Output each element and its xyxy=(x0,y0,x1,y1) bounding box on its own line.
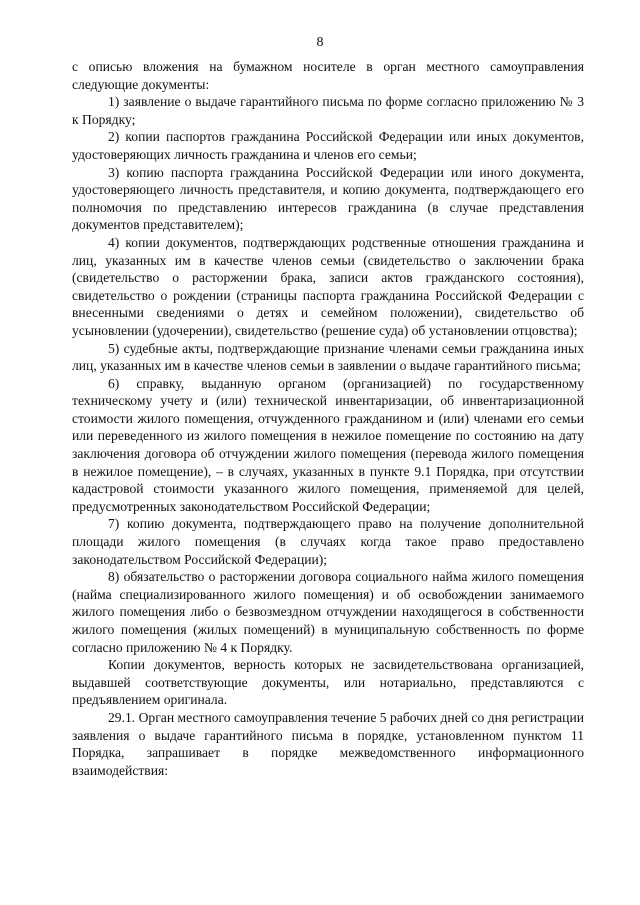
page-number: 8 xyxy=(316,35,324,50)
paragraph-continuation: с описью вложения на бумажном носителе в орган местного самоуправления следующие документы: xyxy=(72,59,584,92)
document-body xyxy=(72,58,584,779)
list-item-6-inventory-certificate: 6) справку, выданную органом (организацией) по государственному техническому учету и (или) технической инвентаризации, об инвентаризационной стоимости жилого помещения, отчужденного гражданином и (или) членами его семьи или переведенного из жилого помещения в нежилое помещение по состоянию на дату заключения договора об отчуждении жилого помещения (перевода жилого помещения в нежилое помещение), – в случаях, указанных в пункте 9.1 Порядка, при отсутствии кадастровой стоимости указанного жилого помещения, применяемой для целей, предусмотренных законодательством Российской Федерации; xyxy=(72,375,584,514)
list-item-5-court-acts: 5) судебные акты, подтверждающие признание членами семьи гражданина иных лиц, указанных им в качестве членов семьи в заявлении о выдаче гарантийного письма; xyxy=(72,340,584,374)
list-item-8-obligation: 8) обязательство о расторжении договора социального найма жилого помещения (найма специализированного жилого помещения) и об освобождении занимаемого жилого помещения либо о безвозмездном отчуждении находящегося в собственности жилого помещения (жилых помещений) в муниципальную собственность по форме согласно приложению № 4 к Порядку. xyxy=(72,569,584,655)
list-item-3-representative-passport: 3) копию паспорта гражданина Российской Федерации или иного документа, удостоверяющего личность представителя, и копию документа, подтверждающего его полномочия по представлению интересов гражданина (в случае представления документов представителем); xyxy=(72,164,584,233)
paragraph-copies-note: Копии документов, верность которых не засвидетельствована организацией, выдавшей соответствующие документы, или нотариально, представляются с предъявлением оригинала. xyxy=(72,657,584,708)
list-item-1-application: 1) заявление о выдаче гарантийного письма по форме согласно приложению № 3 к Порядку; xyxy=(72,94,584,127)
list-item-2-passport-copies: 2) копии паспортов гражданина Российской Федерации или иных документов, удостоверяющих личность гражданина и членов его семьи; xyxy=(72,129,584,162)
list-item-7-additional-area-document: 7) копию документа, подтверждающего право на получение дополнительной площади жилого помещения (в случаях когда такое право предоставлено законодательством Российской Федерации); xyxy=(72,516,584,567)
list-item-4-kinship-documents: 4) копии документов, подтверждающих родственные отношения гражданина и лиц, указанных им в качестве членов семьи (свидетельство о заключении брака (свидетельство о расторжении брака, записи актов гражданского состояния), свидетельство о рождении (страницы паспорта гражданина Российской Федерации с внесенными сведениями о детях и семейном положении), свидетельство об усыновлении (удочерении), свидетельство (решение суда) об установлении отцовства); xyxy=(72,234,584,338)
paragraph-section-29-1: 29.1. Орган местного самоуправления течение 5 рабочих дней со дня регистрации заявления о выдаче гарантийного письма в порядке, установленном пунктом 11 Порядка, запрашивает в порядке межведомственного информационного взаимодействия: xyxy=(72,709,584,778)
